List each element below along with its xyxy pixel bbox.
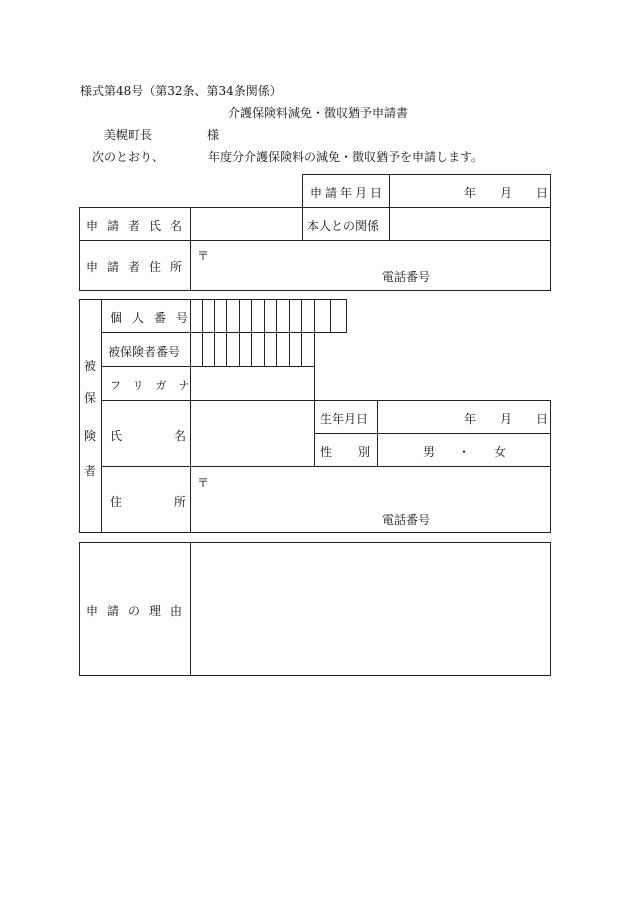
applicant-name-label: 申請者氏名 bbox=[86, 219, 192, 233]
insured-section-char-2: 保 bbox=[84, 391, 97, 405]
applicant-postal-mark: 〒 bbox=[197, 249, 210, 263]
sex-option-separator: ・ bbox=[458, 445, 471, 459]
applicant-name-field[interactable] bbox=[193, 210, 299, 238]
furigana-field[interactable] bbox=[192, 368, 312, 398]
insured-section-char-1: 被 bbox=[84, 359, 97, 373]
insured-number-label: 被保険者番号 bbox=[108, 345, 181, 359]
date-day: 日 bbox=[536, 186, 549, 200]
insured-name-label-1: 氏 bbox=[110, 429, 123, 443]
application-date-field[interactable] bbox=[392, 178, 548, 204]
form-title: 介護保険料減免・徴収猶予申請書 bbox=[228, 106, 409, 120]
insured-address-field[interactable] bbox=[193, 469, 548, 530]
insured-postal-mark: 〒 bbox=[197, 476, 210, 490]
insured-address-label-2: 所 bbox=[174, 495, 187, 509]
reason-label: 申請の理由 bbox=[86, 604, 192, 618]
insured-number-field[interactable] bbox=[192, 334, 312, 364]
personal-number-label: 個人番号 bbox=[110, 311, 199, 325]
addressee: 美幌町長 bbox=[104, 128, 153, 142]
insured-name-field[interactable] bbox=[192, 402, 312, 464]
sex-option-female[interactable]: 女 bbox=[494, 445, 507, 459]
form-number: 様式第48号（第32条、第34条関係） bbox=[80, 84, 282, 98]
birth-month: 月 bbox=[500, 412, 513, 426]
reason-field[interactable] bbox=[193, 545, 548, 673]
birth-date-label: 生年月日 bbox=[320, 412, 369, 426]
sex-option-male[interactable]: 男 bbox=[423, 445, 436, 459]
sex-label-2: 別 bbox=[358, 445, 371, 459]
date-year: 年 bbox=[464, 186, 477, 200]
applicant-address-field[interactable] bbox=[193, 243, 548, 288]
applicant-address-label: 申請者住所 bbox=[86, 260, 192, 274]
date-label: 申請年月日 bbox=[310, 186, 386, 200]
applicant-phone-label: 電話番号 bbox=[382, 270, 431, 284]
honorific: 様 bbox=[207, 128, 220, 142]
insured-section-char-4: 者 bbox=[84, 464, 97, 478]
relation-label: 本人との関係 bbox=[307, 219, 380, 233]
statement-suffix: 年度分介護保険料の減免・徴収猶予を申請します。 bbox=[208, 150, 484, 164]
birth-date-field[interactable] bbox=[380, 402, 548, 431]
birth-year: 年 bbox=[464, 412, 477, 426]
furigana-label: フリガナ bbox=[110, 379, 202, 392]
insured-phone-label: 電話番号 bbox=[382, 513, 431, 527]
sex-label-1: 性 bbox=[320, 445, 333, 459]
insured-section-char-3: 険 bbox=[84, 429, 97, 443]
relation-field[interactable] bbox=[392, 210, 548, 238]
birth-day: 日 bbox=[536, 412, 549, 426]
insured-name-label-2: 名 bbox=[174, 429, 187, 443]
insured-address-label-1: 住 bbox=[110, 495, 123, 509]
statement-prefix: 次のとおり、 bbox=[92, 150, 165, 164]
date-month: 月 bbox=[500, 186, 513, 200]
personal-number-field[interactable] bbox=[192, 301, 344, 331]
